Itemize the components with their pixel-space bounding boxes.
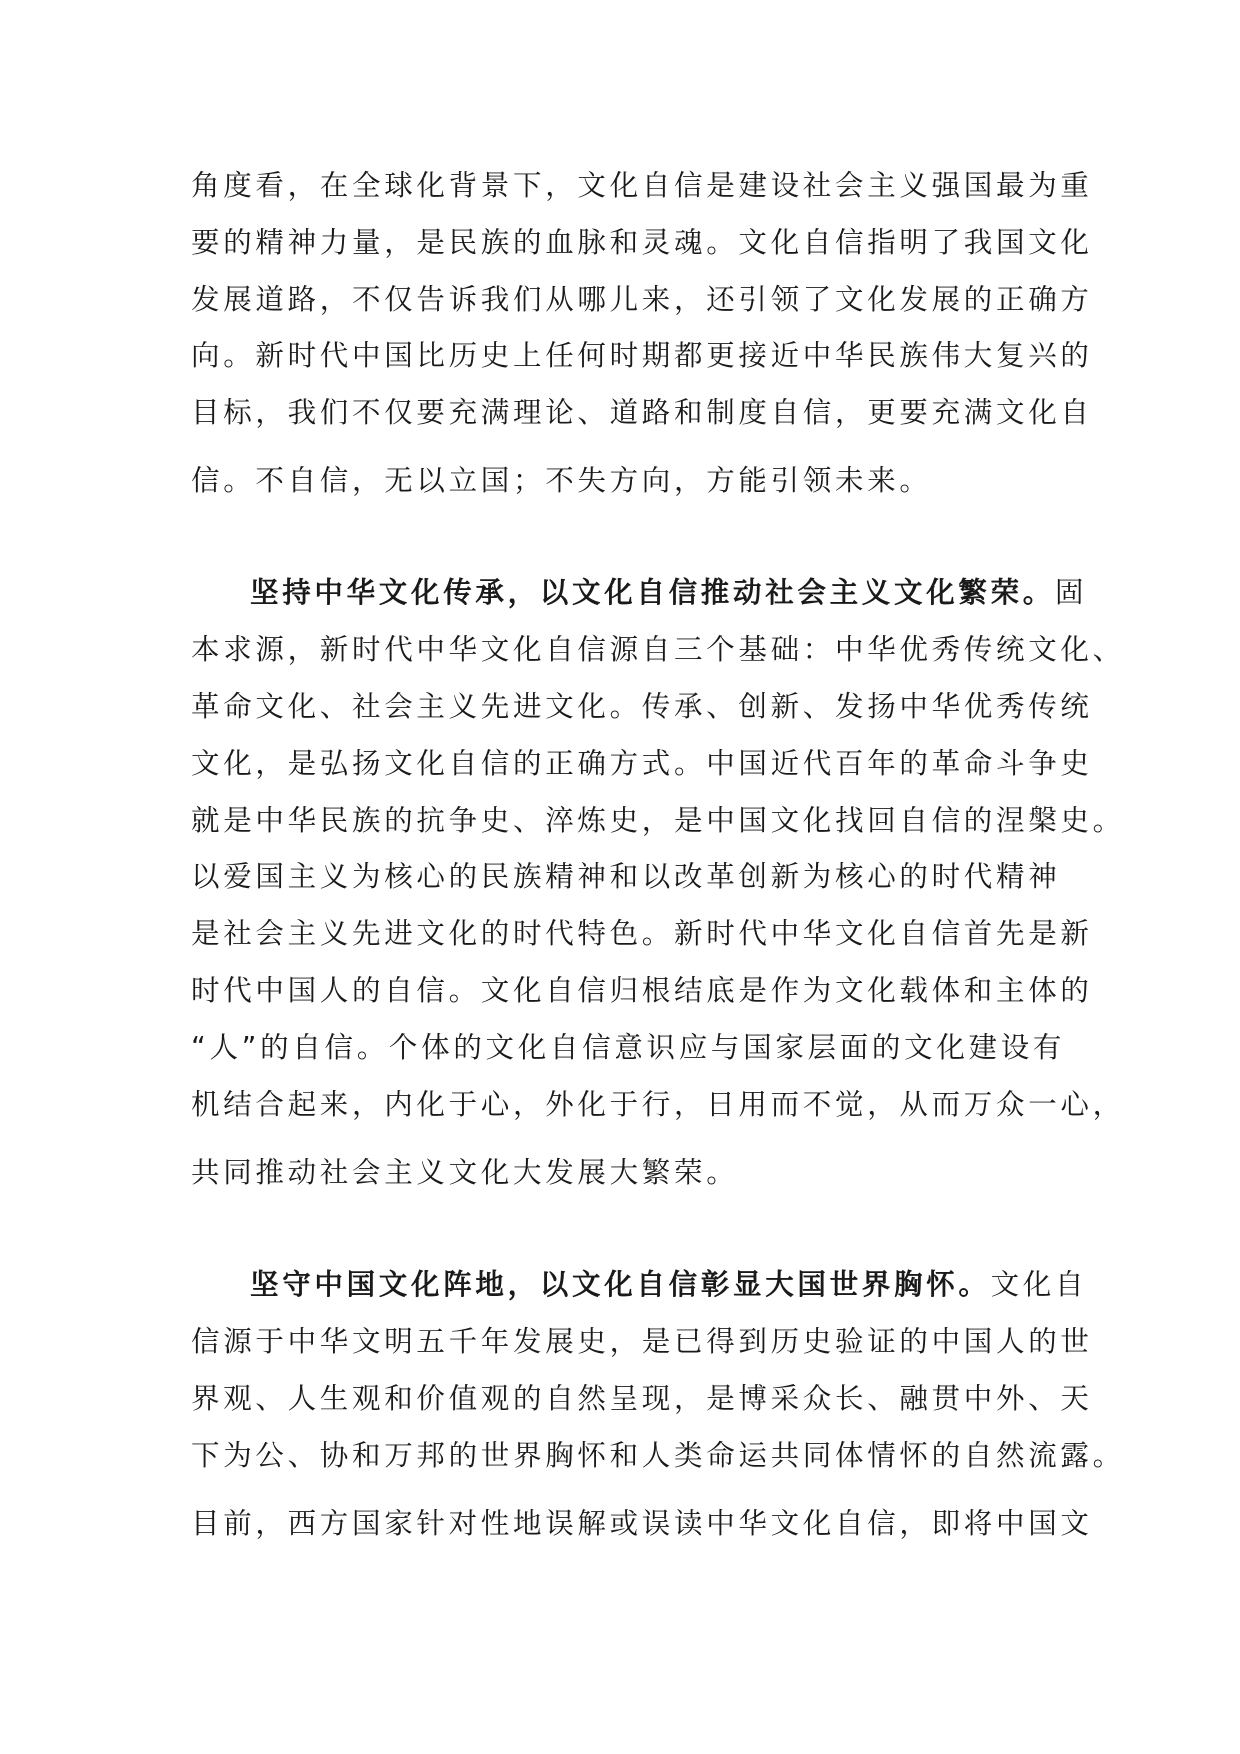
paragraph-2-line-4: 文化，是弘扬文化自信的正确方式。中国近代百年的革命斗争史 bbox=[191, 747, 1093, 780]
paragraph-3-line-5: 目前，西方国家针对性地误解或误读中华文化自信，即将中国文 bbox=[191, 1507, 1093, 1540]
paragraph-2-first-line-rest: 固 bbox=[1055, 576, 1088, 609]
paragraph-2-line-6: 以爱国主义为核心的民族精神和以改革创新为核心的时代精神 bbox=[191, 860, 1061, 893]
paragraph-2-line-3: 革命文化、社会主义先进文化。传承、创新、发扬中华优秀传统 bbox=[191, 690, 1093, 723]
paragraph-3-line-3: 界观、人生观和价值观的自然呈现，是博采众长、融贯中外、天 bbox=[191, 1382, 1093, 1415]
paragraph-2-line-5: 就是中华民族的抗争史、淬炼史，是中国文化找回自信的涅槃史。 bbox=[191, 804, 1125, 837]
paragraph-1-line-4: 向。新时代中国比历史上任何时期都更接近中华民族伟大复兴的 bbox=[191, 339, 1093, 372]
paragraph-2-line-7: 是社会主义先进文化的时代特色。新时代中华文化自信首先是新 bbox=[191, 917, 1093, 950]
paragraph-2-line-10: 机结合起来，内化于心，外化于行，日用而不觉，从而万众一心， bbox=[191, 1088, 1125, 1121]
paragraph-2-line-2: 本求源，新时代中华文化自信源自三个基础：中华优秀传统文化、 bbox=[191, 633, 1125, 666]
paragraph-3-line-4: 下为公、协和万邦的世界胸怀和人类命运共同体情怀的自然流露。 bbox=[191, 1439, 1125, 1472]
paragraph-2-line-1 bbox=[250, 573, 1110, 613]
paragraph-1-line-3: 发展道路，不仅告诉我们从哪儿来，还引领了文化发展的正确方 bbox=[191, 283, 1093, 316]
paragraph-1-line-2: 要的精神力量，是民族的血脉和灵魂。文化自信指明了我国文化 bbox=[191, 226, 1093, 259]
paragraph-2-heading: 坚持中华文化传承，以文化自信推动社会主义文化繁荣。 bbox=[250, 576, 1056, 609]
paragraph-3-line-1 bbox=[250, 1265, 1110, 1305]
paragraph-3-first-line-rest: 文化自 bbox=[990, 1268, 1088, 1301]
paragraph-1-line-1: 角度看，在全球化背景下，文化自信是建设社会主义强国最为重 bbox=[191, 169, 1093, 202]
paragraph-2-line-11: 共同推动社会主义文化大发展大繁荣。 bbox=[191, 1156, 739, 1189]
paragraph-1-line-6: 信。不自信，无以立国；不失方向，方能引领未来。 bbox=[191, 464, 932, 497]
paragraph-3-line-2: 信源于中华文明五千年发展史，是已得到历史验证的中国人的世 bbox=[191, 1325, 1093, 1358]
paragraph-2-line-9: “人”的自信。个体的文化自信意识应与国家层面的文化建设有 bbox=[191, 1031, 1066, 1064]
paragraph-3-heading: 坚守中国文化阵地，以文化自信彰显大国世界胸怀。 bbox=[250, 1268, 991, 1301]
paragraph-1-line-5: 目标，我们不仅要充满理论、道路和制度自信，更要充满文化自 bbox=[191, 396, 1093, 429]
paragraph-2-line-8: 时代中国人的自信。文化自信归根结底是作为文化载体和主体的 bbox=[191, 974, 1093, 1007]
